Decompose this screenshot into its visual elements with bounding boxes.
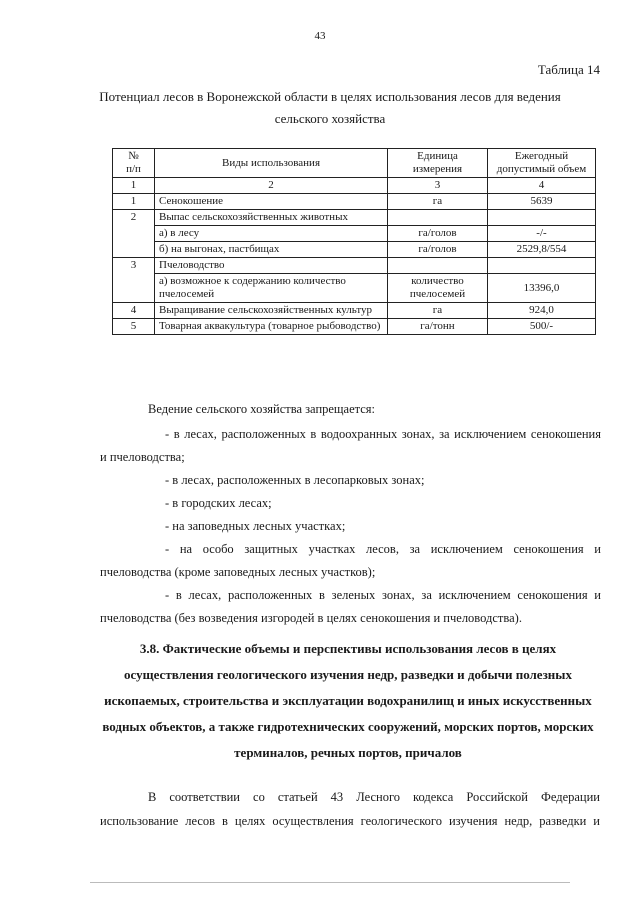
row-volume: 924,0	[488, 303, 596, 319]
section-heading	[96, 636, 600, 766]
row-unit: га	[388, 303, 488, 319]
row-num: 3	[113, 258, 155, 303]
row-unit	[388, 210, 488, 226]
index-cell: 4	[488, 178, 596, 194]
header-unit	[388, 149, 488, 178]
prohibition-item: - в лесах, расположенных в лесопарковых зонах;	[165, 473, 425, 487]
prohibition-intro: Ведение сельского хозяйства запрещается:	[148, 402, 376, 416]
row-unit: га/тонн	[388, 319, 488, 335]
index-cell: 3	[388, 178, 488, 194]
row-unit: количество пчелосемей	[388, 274, 488, 303]
table-row	[113, 258, 596, 274]
row-volume: 2529,8/554	[488, 242, 596, 258]
header-num-line-2: п/п	[126, 163, 141, 175]
table-title	[80, 86, 580, 130]
header-unit-line-2: измерения	[412, 163, 463, 175]
row-volume: 500/-	[488, 319, 596, 335]
row-volume: 13396,0	[488, 274, 596, 303]
table-row	[113, 242, 596, 258]
row-name: а) возможное к содержанию количество пчелосемей	[155, 274, 388, 303]
prohibition-item: - на особо защитных участках лесов, за исключением сенокошения и	[165, 542, 601, 556]
page-bottom-divider	[90, 882, 570, 883]
header-name: Виды использования	[155, 149, 388, 178]
table-index-row	[113, 178, 596, 194]
row-name: Пчеловодство	[155, 258, 388, 274]
table-row	[113, 303, 596, 319]
header-num	[113, 149, 155, 178]
header-num-line-1: №	[128, 150, 139, 162]
prohibition-item-continued: пчеловодства (без возведения изгородей в целях сенокошения и пчеловодства).	[100, 611, 522, 625]
row-num: 5	[113, 319, 155, 335]
final-paragraph-line: В соответствии со статьей 43 Лесного кодекса Российской Федерации	[148, 790, 600, 804]
row-num: 4	[113, 303, 155, 319]
table-header-row	[113, 149, 596, 178]
row-unit: га	[388, 194, 488, 210]
section-heading-line: терминалов, речных портов, причалов	[234, 745, 462, 760]
section-heading-line: осуществления геологического изучения недр, разведки и добычи полезных	[124, 667, 572, 682]
row-volume: -/-	[488, 226, 596, 242]
prohibition-item: - в лесах, расположенных в водоохранных зонах, за исключением сенокошения	[165, 427, 601, 441]
table-row	[113, 210, 596, 226]
prohibition-item: - на заповедных лесных участках;	[165, 519, 346, 533]
page-number: 43	[314, 30, 326, 42]
table-label: Таблица 14	[537, 62, 600, 77]
row-name: Сенокошение	[155, 194, 388, 210]
row-num: 2	[113, 210, 155, 258]
row-name: б) на выгонах, пастбищах	[155, 242, 388, 258]
section-heading-line: ископаемых, строительства и эксплуатации водохранилищ и иных искусственных	[104, 693, 592, 708]
row-volume: 5639	[488, 194, 596, 210]
table-row	[113, 194, 596, 210]
prohibition-item: - в городских лесах;	[165, 496, 272, 510]
prohibition-item: - в лесах, расположенных в зеленых зонах, за исключением сенокошения и	[165, 588, 601, 602]
header-volume-line-1: Ежегодный	[514, 150, 569, 162]
table-title-line-2: сельского хозяйства	[274, 111, 386, 126]
row-unit: га/голов	[388, 242, 488, 258]
table-row	[113, 274, 596, 303]
index-cell: 2	[155, 178, 388, 194]
row-name: Товарная аквакультура (товарное рыбоводство)	[155, 319, 388, 335]
section-heading-line: водных объектов, а также гидротехнических сооружений, морских портов, морских	[102, 719, 594, 734]
table-row	[113, 319, 596, 335]
final-paragraph-line: использование лесов в целях осуществления геологического изучения недр, разведки и	[100, 814, 600, 828]
row-num: 1	[113, 194, 155, 210]
prohibition-item-continued: и пчеловодства;	[100, 450, 185, 464]
row-name: Выпас сельскохозяйственных животных	[155, 210, 388, 226]
row-name: Выращивание сельскохозяйственных культур	[155, 303, 388, 319]
header-volume	[488, 149, 596, 178]
row-unit: га/голов	[388, 226, 488, 242]
header-volume-line-2: допустимый объем	[496, 163, 587, 175]
row-volume	[488, 210, 596, 226]
index-cell: 1	[113, 178, 155, 194]
prohibition-item-continued: пчеловодства (кроме заповедных лесных участков);	[100, 565, 376, 579]
row-unit	[388, 258, 488, 274]
row-volume	[488, 258, 596, 274]
header-unit-line-1: Единица	[417, 150, 458, 162]
row-name: а) в лесу	[155, 226, 388, 242]
table-title-line-1: Потенциал лесов в Воронежской области в целях использования лесов для ведения	[99, 89, 561, 104]
section-heading-line: 3.8. Фактические объемы и перспективы использования лесов в целях	[139, 641, 557, 656]
forest-potential-table	[112, 148, 596, 335]
table-row	[113, 226, 596, 242]
